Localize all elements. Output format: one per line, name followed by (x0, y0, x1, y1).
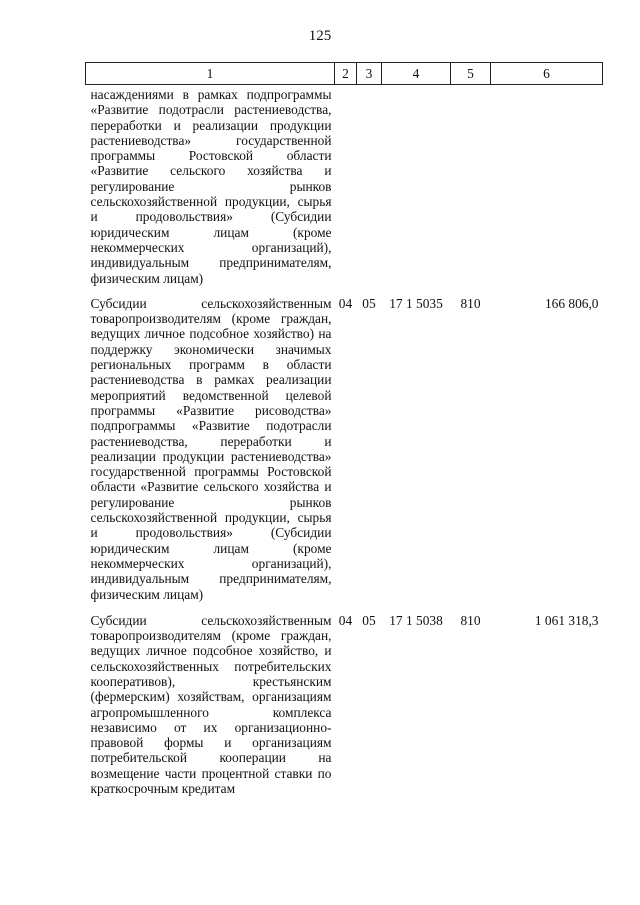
column-header: 3 (357, 63, 382, 85)
row-expense-type (451, 85, 491, 296)
row-description: Субсидии сельскохозяйственным товаропроизводителям (кроме граждан, ведущих личное подсобное хозяйство) на поддержку экономически значимых региональных программ в области растениеводства в рамках реализации мероприятий ведомственной целевой программы «Развитие рисоводства» подпрограммы «Развитие подотрасли растениеводства, переработки и реализации продукции растениеводства» государственной программы Ростовской области «Развитие сельского хозяйства и регулирование рынков сельскохозяйственной продукции, сырья и продовольствия» (Субсидии юридическим лицам (кроме некоммерческих организаций), индивидуальным предпринимателям, физическим лицам) (90, 295, 332, 602)
row-subsection: 05 (362, 295, 376, 311)
table-row (86, 85, 603, 296)
row-amount: 166 806,0 (544, 295, 599, 311)
row-target-code: 17 1 5038 (389, 612, 443, 628)
table-row (86, 296, 603, 613)
row-section: 04 (338, 612, 353, 628)
row-amount (491, 85, 603, 296)
row-target-code (382, 85, 451, 296)
column-header: 2 (335, 63, 357, 85)
column-header: 1 (86, 63, 335, 85)
column-header: 5 (451, 63, 491, 85)
budget-table (85, 62, 603, 807)
table-header-row (86, 63, 603, 85)
row-description: насаждениями в рамках подпрограммы «Развитие подотрасли растениеводства, переработки и реализации продукции растениеводства» государственной программы Ростовской области «Развитие сельского хозяйства и регулирование рынков сельскохозяйственной продукции, сырья и продовольствия» (Субсидии юридическим лицам (кроме некоммерческих организаций), индивидуальным предпринимателям, физическим лицам) (90, 87, 332, 286)
column-header: 6 (491, 63, 603, 85)
table-row (86, 613, 603, 808)
row-description: Субсидии сельскохозяйственным товаропроизводителям (кроме граждан, ведущих личное подсобное хозяйство, и сельскохозяйственных потребительских кооперативов), крестьянским (фермерским) хозяйствам, организациям агропромышленного комплекса независимо от их организационно-правовой формы и организациям потребительской кооперации на возмещение части процентной ставки по краткосрочным кредитам (90, 612, 332, 797)
row-subsection (357, 85, 382, 296)
row-expense-type: 810 (460, 612, 481, 628)
page-number: 125 (308, 28, 332, 44)
row-amount: 1 061 318,3 (534, 612, 599, 628)
row-section (335, 85, 357, 296)
row-target-code: 17 1 5035 (389, 295, 443, 311)
column-header: 4 (382, 63, 451, 85)
row-section: 04 (338, 295, 353, 311)
row-expense-type: 810 (460, 295, 481, 311)
row-subsection: 05 (362, 612, 376, 628)
